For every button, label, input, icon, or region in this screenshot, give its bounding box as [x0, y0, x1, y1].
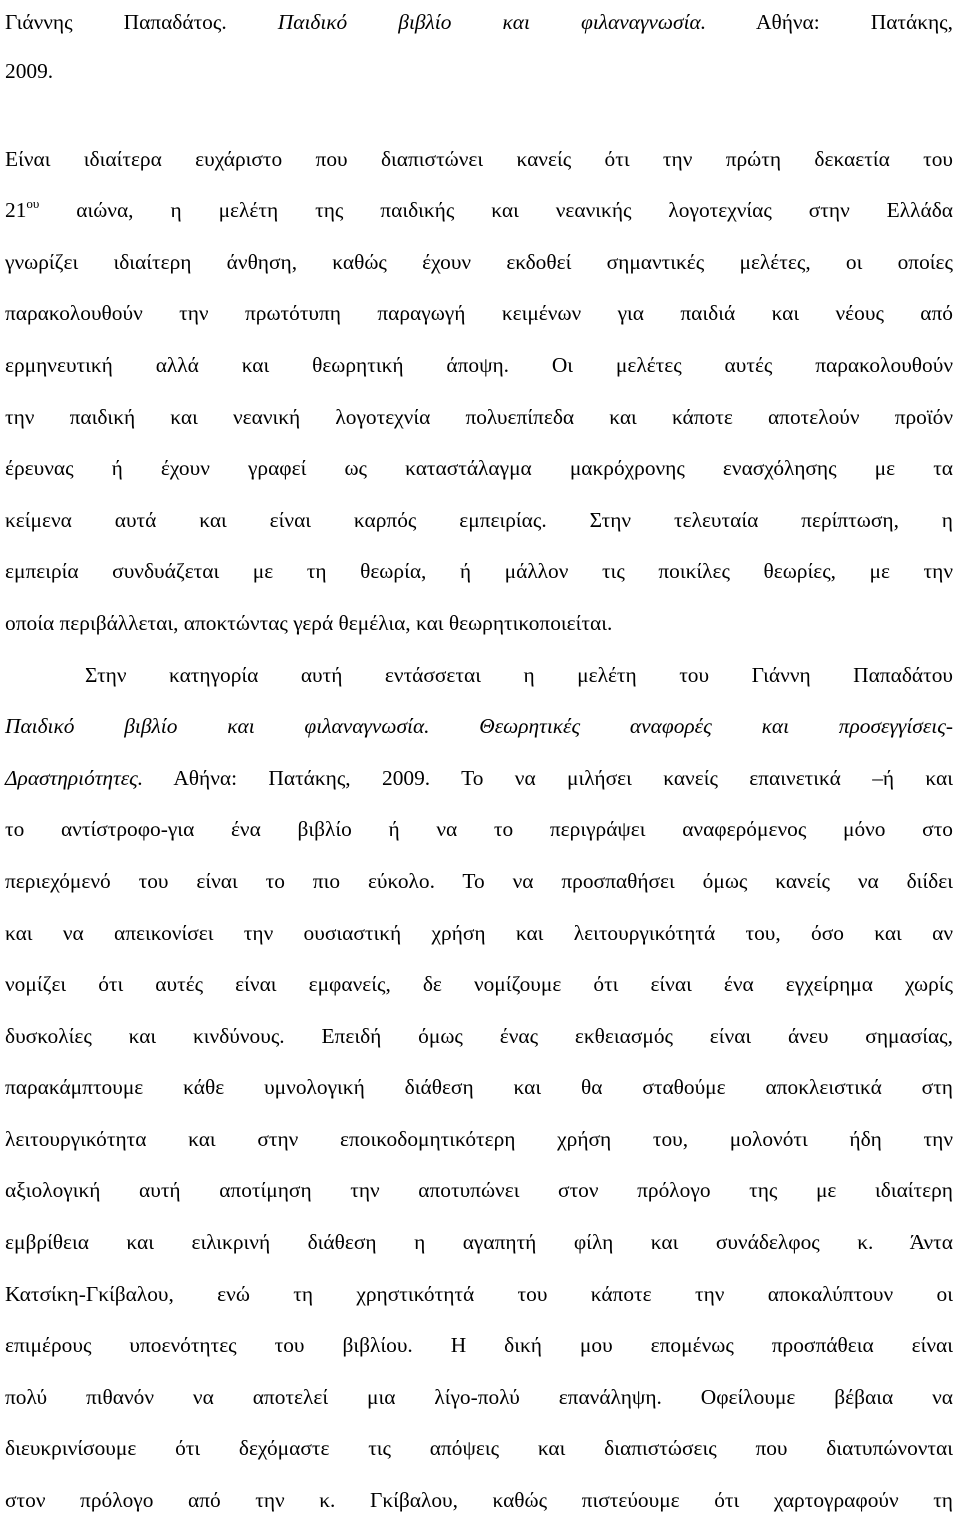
- citation-line-1: [5, 0, 953, 46]
- document-page: [5, 0, 953, 1527]
- paragraph-2-text: Αθήνα: Πατάκης, 2009. Το να μιλήσει κανείς επαινετικά –ή και: [173, 765, 953, 790]
- paragraph-2-line: νομίζει ότι αυτές είναι εμφανείς, δε νομίζουμε ότι είναι ένα εγχείρημα χωρίς: [5, 972, 953, 997]
- citation-author: Γιάννης Παπαδάτος.: [5, 10, 227, 34]
- paragraph-1-text: αιώνα, η μελέτη της παιδικής και νεανικής λογοτεχνίας στην Ελλάδα: [76, 198, 953, 223]
- paragraph-1-line: κείμενα αυτά και είναι καρπός εμπειρίας. Στην τελευταία περίπτωση, η: [5, 507, 953, 532]
- citation-title: Παιδικό βιβλίο και φιλαναγνωσία.: [277, 10, 707, 34]
- paragraph-2-line: [5, 753, 953, 805]
- paragraph-2-line: παρακάμπτουμε κάθε υμνολογική διάθεση και θα σταθούμε αποκλειστικά στη: [5, 1075, 953, 1100]
- paragraph-1-line: Είναι ιδιαίτερα ευχάριστο που διαπιστώνει κανείς ότι την πρώτη δεκαετία του: [5, 146, 953, 171]
- paragraph-1-line: [5, 185, 953, 237]
- paragraph-1-line: ερμηνευτική αλλά και θεωρητική άποψη. Οι μελέτες αυτές παρακολουθούν: [5, 352, 953, 377]
- paragraph-2-line: Στην κατηγορία αυτή εντάσσεται η μελέτη του Γιάννη Παπαδάτου: [85, 662, 953, 687]
- paragraph-1-line: εμπειρία συνδυάζεται με τη θεωρία, ή μάλλον τις ποικίλες θεωρίες, με την: [5, 559, 953, 584]
- paragraph-2-line: Κατσίκη-Γκίβαλου, ενώ τη χρηστικότητά του κάποτε την αποκαλύπτουν οι: [5, 1281, 953, 1306]
- paragraph-1-line: γνωρίζει ιδιαίτερη άνθηση, καθώς έχουν εκδοθεί σημαντικές μελέτες, οι οποίες: [5, 249, 953, 274]
- paragraph-1-line: οποία περιβάλλεται, αποκτώντας γερά θεμέλια, και θεωρητικοποιείται.: [5, 610, 613, 635]
- book-title-continued: Δραστηριότητες.: [5, 765, 144, 790]
- paragraph-1-line: παρακολουθούν την πρωτότυπη παραγωγή κειμένων για παιδιά και νέους από: [5, 301, 953, 326]
- paragraph-2-line: περιεχόμενό του είναι το πιο εύκολο. Το να προσπαθήσει όμως κανείς να διίδει: [5, 868, 953, 893]
- citation-line-2: 2009.: [5, 59, 54, 83]
- century-number: 21: [5, 198, 27, 223]
- citation-publisher: Αθήνα: Πατάκης,: [756, 10, 954, 34]
- paragraph-2-line: εμβρίθεια και ειλικρινή διάθεση η αγαπητή φίλη και συνάδελφος κ. Άντα: [5, 1230, 953, 1255]
- paragraph-2-line: πολύ πιθανόν να αποτελεί μια λίγο-πολύ επανάληψη. Οφείλουμε βέβαια να: [5, 1384, 953, 1409]
- book-title: Παιδικό βιβλίο και φιλαναγνωσία. Θεωρητικές αναφορές και προσεγγίσεις-: [5, 714, 953, 739]
- paragraph-2-line: αξιολογική αυτή αποτίμηση την αποτυπώνει στον πρόλογο της με ιδιαίτερη: [5, 1178, 953, 1203]
- paragraph-2-line: λειτουργικότητα και στην εποικοδομητικότερη χρήση του, μολονότι ήδη την: [5, 1126, 953, 1151]
- paragraph-2-line: το αντίστροφο-για ένα βιβλίο ή να το περιγράψει αναφερόμενος μόνο στο: [5, 817, 953, 842]
- paragraph-1-line: την παιδική και νεανική λογοτεχνία πολυεπίπεδα και κάποτε αποτελούν προϊόν: [5, 404, 953, 429]
- paragraph-1-line: έρευνας ή έχουν γραφεί ως καταστάλαγμα μακρόχρονης ενασχόλησης με τα: [5, 456, 953, 481]
- century-suffix: ου: [26, 196, 40, 212]
- paragraph-2-line: διευκρινίσουμε ότι δεχόμαστε τις απόψεις και διαπιστώσεις που διατυπώνονται: [5, 1436, 953, 1461]
- paragraph-2-line: [5, 701, 953, 753]
- paragraph-2-line: δυσκολίες και κινδύνους. Επειδή όμως ένας εκθειασμός είναι άνευ σημασίας,: [5, 1023, 953, 1048]
- paragraph-2-line: στον πρόλογο από την κ. Γκίβαλου, καθώς πιστεύουμε ότι χαρτογραφούν τη: [5, 1488, 953, 1513]
- paragraph-2-line: και να απεικονίσει την ουσιαστική χρήση και λειτουργικότητά του, όσο και αν: [5, 920, 953, 945]
- paragraph-2-line: επιμέρους υποενότητες του βιβλίου. Η δική μου επομένως προσπάθεια είναι: [5, 1333, 953, 1358]
